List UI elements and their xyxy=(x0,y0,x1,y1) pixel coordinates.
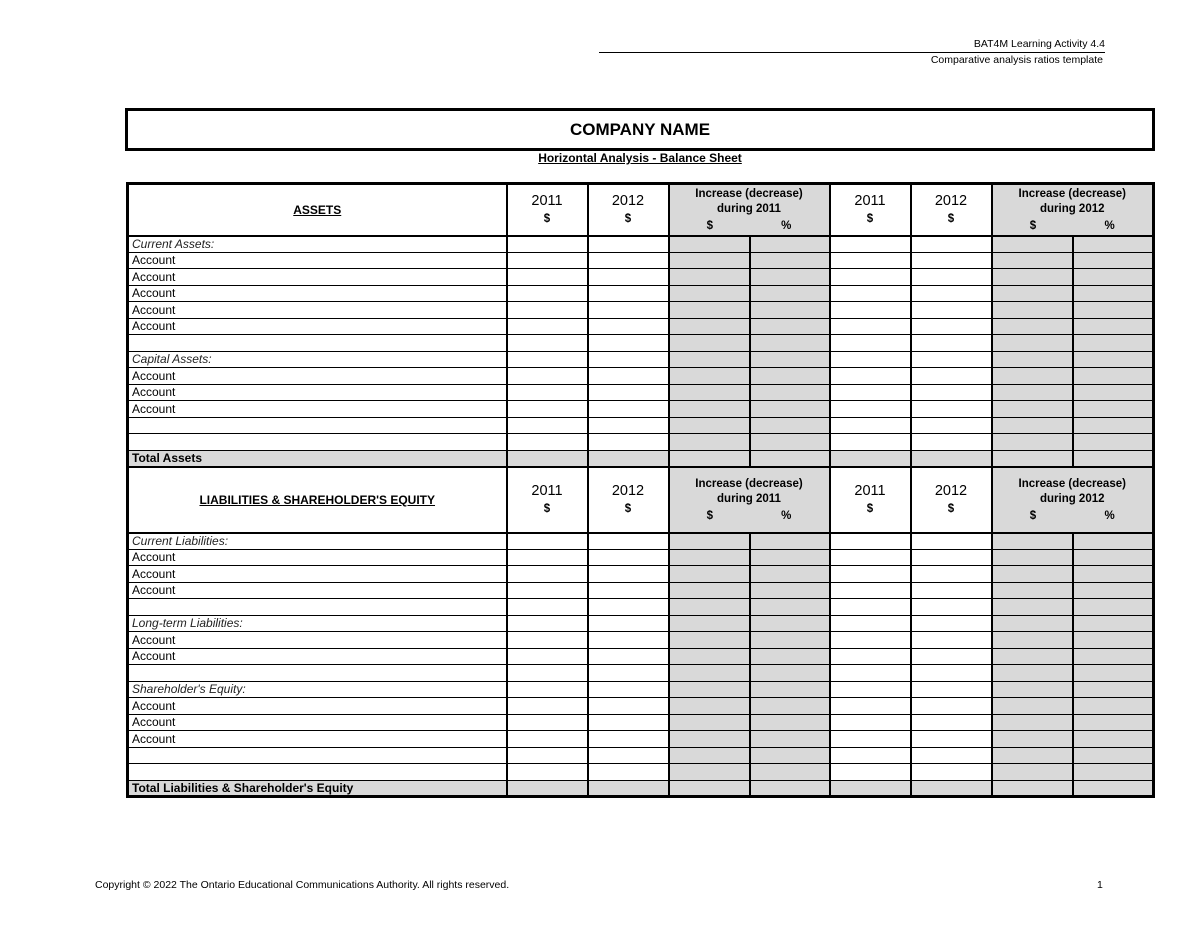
table-row xyxy=(128,335,1154,352)
account-label: Account xyxy=(128,549,507,566)
total-assets-label: Total Assets xyxy=(128,450,507,467)
table-row xyxy=(128,582,1154,599)
account-label: Account xyxy=(128,401,507,418)
table-row xyxy=(128,434,1154,451)
company-name-box xyxy=(125,108,1155,151)
account-label: Account xyxy=(128,384,507,401)
company-name: COMPANY NAME xyxy=(569,119,711,139)
col-2011-b: 2011 $ xyxy=(830,184,911,236)
table-row xyxy=(128,714,1154,731)
table-row xyxy=(128,566,1154,583)
account-label: Account xyxy=(128,698,507,715)
account-label: Account xyxy=(128,714,507,731)
table-row xyxy=(128,698,1154,715)
col-2011-b: 2011 $ xyxy=(830,467,911,533)
col-increase-2011: Increase (decrease) during 2011 $ % xyxy=(669,467,830,533)
shareholders-equity-label: Shareholder's Equity: xyxy=(128,681,507,698)
header-template-subtitle: Comparative analysis ratios template xyxy=(930,54,1103,66)
table-row xyxy=(128,302,1154,319)
table-row xyxy=(128,417,1154,434)
col-2011: 2011 $ xyxy=(507,184,588,236)
table-row xyxy=(128,351,1154,368)
table-row xyxy=(128,318,1154,335)
account-label: Account xyxy=(128,632,507,649)
current-liabilities-label: Current Liabilities: xyxy=(128,533,507,550)
table-row xyxy=(128,648,1154,665)
table-row xyxy=(128,384,1154,401)
sheet-subtitle: Horizontal Analysis - Balance Sheet xyxy=(538,151,742,165)
account-label: Account xyxy=(128,368,507,385)
account-label: Account xyxy=(128,648,507,665)
table-row xyxy=(128,747,1154,764)
header-activity-title: BAT4M Learning Activity 4.4 xyxy=(973,38,1105,50)
table-row xyxy=(128,731,1154,748)
table-row xyxy=(128,615,1154,632)
table-row xyxy=(128,764,1154,781)
total-liabilities-row xyxy=(128,780,1154,797)
account-label: Account xyxy=(128,731,507,748)
table-row xyxy=(128,368,1154,385)
capital-assets-label: Capital Assets: xyxy=(128,351,507,368)
assets-header-row xyxy=(128,184,1154,236)
current-assets-label: Current Assets: xyxy=(128,236,507,253)
account-label: Account xyxy=(128,269,507,286)
col-2012: 2012 $ xyxy=(588,467,669,533)
longterm-liabilities-label: Long-term Liabilities: xyxy=(128,615,507,632)
account-label: Account xyxy=(128,318,507,335)
table-row xyxy=(128,599,1154,616)
table-row xyxy=(128,549,1154,566)
col-increase-2012: Increase (decrease) during 2012 $ % xyxy=(992,467,1154,533)
table-row xyxy=(128,236,1154,253)
table-row xyxy=(128,401,1154,418)
account-label: Account xyxy=(128,285,507,302)
col-2012-b: 2012 $ xyxy=(911,467,992,533)
liabilities-header-row xyxy=(128,467,1154,533)
balance-sheet-table xyxy=(126,182,1155,798)
assets-heading: ASSETS xyxy=(128,184,507,236)
table-row xyxy=(128,632,1154,649)
table-row xyxy=(128,681,1154,698)
table-row xyxy=(128,269,1154,286)
account-label: Account xyxy=(128,252,507,269)
copyright-footer: Copyright © 2022 The Ontario Educational Communications Authority. All rights reserved. xyxy=(95,879,510,891)
account-label: Account xyxy=(128,566,507,583)
table-row xyxy=(128,252,1154,269)
col-2011: 2011 $ xyxy=(507,467,588,533)
col-increase-2012: Increase (decrease) during 2012 $ % xyxy=(992,184,1154,236)
total-assets-row xyxy=(128,450,1154,467)
account-label: Account xyxy=(128,302,507,319)
table-row xyxy=(128,533,1154,550)
table-row xyxy=(128,285,1154,302)
table-row xyxy=(128,665,1154,682)
col-2012-b: 2012 $ xyxy=(911,184,992,236)
account-label: Account xyxy=(128,582,507,599)
liabilities-heading: LIABILITIES & SHAREHOLDER'S EQUITY xyxy=(128,467,507,533)
col-increase-2011: Increase (decrease) during 2011 $ % xyxy=(669,184,830,236)
total-liabilities-label: Total Liabilities & Shareholder's Equity xyxy=(128,780,507,797)
header-rule xyxy=(599,52,1105,53)
col-2012: 2012 $ xyxy=(588,184,669,236)
page-number: 1 xyxy=(1097,879,1103,891)
